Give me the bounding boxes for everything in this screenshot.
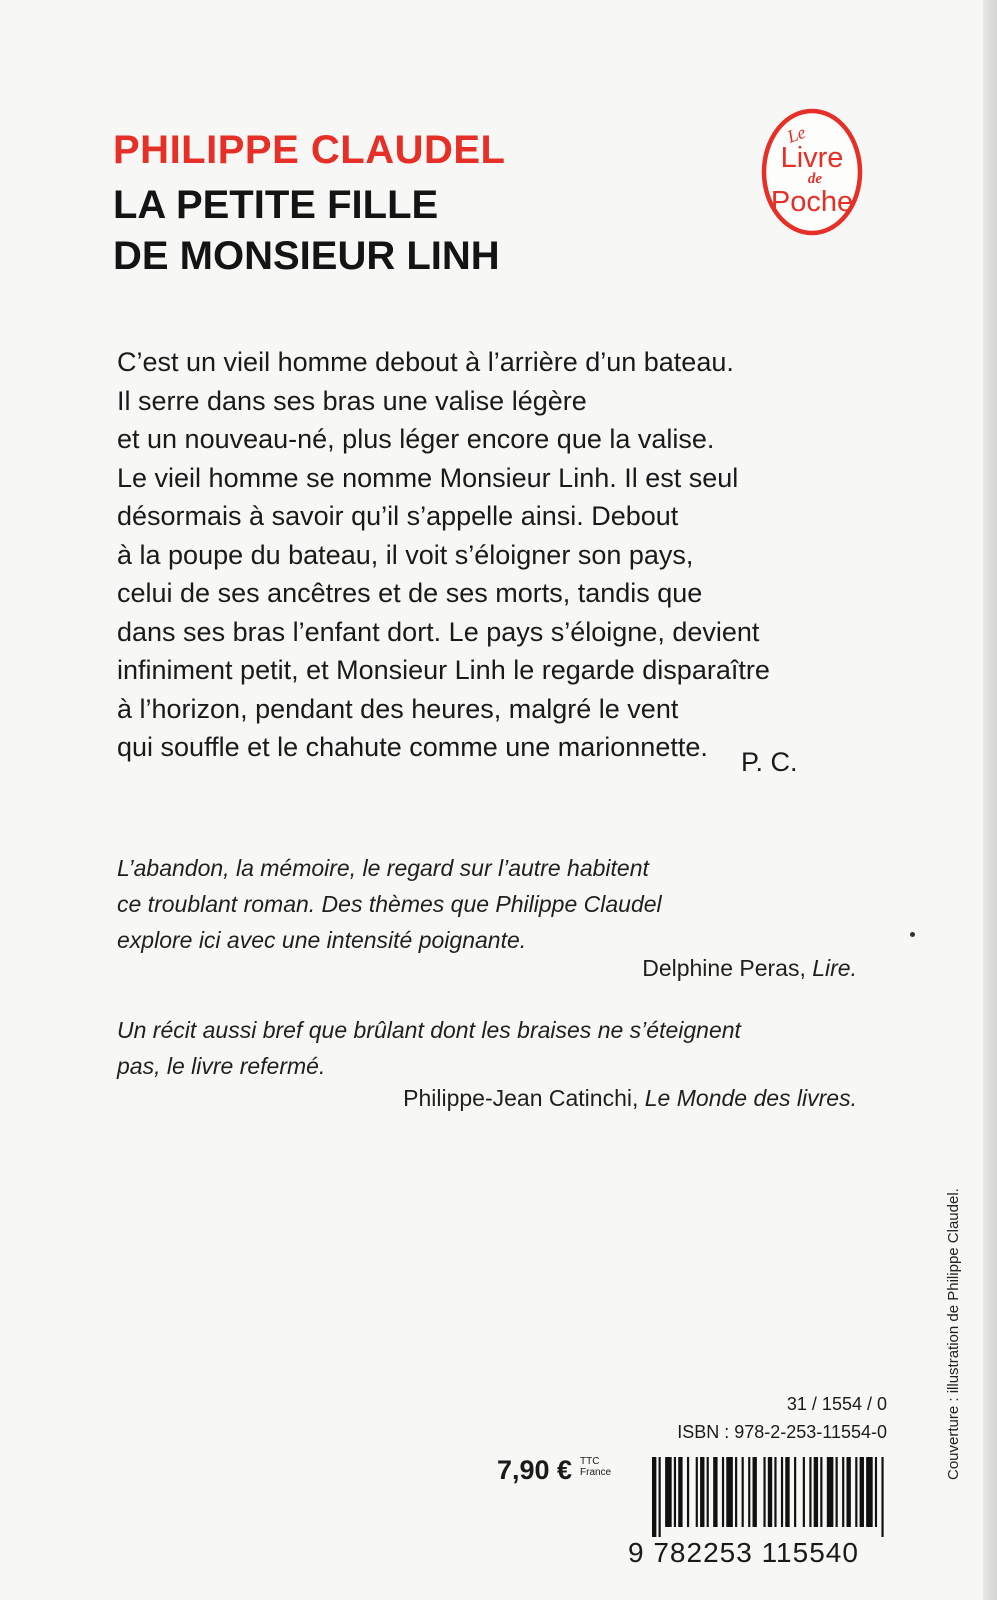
book-title (113, 180, 500, 282)
synopsis (117, 343, 837, 767)
barcode-digits: 9 782253 115540 (628, 1537, 859, 1568)
quote-line: explore ici avec une intensité poignante. (117, 927, 527, 953)
barcode-bar (707, 1457, 709, 1527)
barcode-bar (846, 1457, 850, 1527)
print-speck (910, 932, 915, 937)
review-quote-1 (117, 850, 877, 958)
barcode-bar (785, 1457, 789, 1527)
barcode-bar (866, 1457, 873, 1527)
synopsis-line: qui souffle et le chahute comme une marionnette. (117, 732, 708, 762)
barcode-bar (687, 1457, 689, 1527)
barcode-bar (809, 1457, 811, 1527)
review-author: Delphine Peras, (642, 955, 806, 981)
synopsis-line: à la poupe du bateau, il voit s’éloigner son pays, (117, 539, 694, 570)
barcode-bar (781, 1457, 783, 1527)
barcode-bar (768, 1457, 772, 1527)
author-name: PHILIPPE CLAUDEL (113, 128, 506, 172)
barcode-bar (722, 1457, 724, 1527)
barcode-bar (860, 1457, 864, 1527)
synopsis-line: et un nouveau-né, plus léger encore que la valise. (117, 424, 715, 454)
synopsis-line: Il serre dans ses bras une valise légère (117, 385, 587, 416)
synopsis-signature: P. C. (741, 747, 798, 777)
quote-line: L’abandon, la mémoire, le regard sur l’autre habitent (117, 855, 649, 881)
publisher-logo (760, 107, 864, 237)
price-note-ttc: TTC (580, 1456, 600, 1467)
barcode-bar (774, 1457, 776, 1527)
barcode-bar (696, 1457, 698, 1527)
barcode-bar (827, 1457, 834, 1527)
reference-code: 31 / 1554 / 0 (786, 1394, 887, 1414)
price-note (580, 1456, 611, 1478)
barcode-bar (659, 1457, 661, 1537)
synopsis-line: celui de ses ancêtres et de ses morts, tandis que (117, 578, 703, 608)
logo-text-de: de (807, 171, 823, 187)
quote-line: Un récit aussi bref que brûlant dont les braises ne s’éteignent (117, 1017, 741, 1043)
synopsis-line: désormais à savoir qu’il s’appelle ainsi. Debout (117, 501, 679, 531)
barcode-bar (735, 1457, 737, 1527)
barcode-bar (803, 1457, 805, 1527)
price-note-france: France (580, 1467, 612, 1478)
synopsis-line: dans ses bras l’enfant dort. Le pays s’éloigne, devient (117, 616, 760, 647)
barcode-bar (700, 1457, 704, 1527)
barcode-bar (652, 1457, 656, 1537)
barcode-bar (748, 1457, 750, 1527)
barcode-bar (726, 1457, 733, 1527)
review-source: Le Monde des livres. (644, 1085, 857, 1111)
synopsis-line: infiniment petit, et Monsieur Linh le regarde disparaître (117, 655, 770, 685)
barcode-bar (665, 1457, 672, 1527)
review-quote-2 (117, 1012, 877, 1084)
barcode-bar (855, 1457, 857, 1527)
review-attribution-2 (403, 1085, 857, 1112)
barcode-bar (753, 1457, 757, 1527)
title-line-1: LA PETITE FILLE (113, 183, 439, 227)
cover-edge (983, 0, 997, 1600)
barcode-bar (763, 1457, 765, 1527)
logo-text-livre: Livre (780, 142, 844, 174)
isbn: ISBN : 978-2-253-11554-0 (677, 1422, 887, 1442)
quote-line: pas, le livre refermé. (117, 1053, 326, 1079)
barcode-bar (674, 1457, 676, 1527)
barcode-bar (820, 1457, 822, 1527)
review-author: Philippe-Jean Catinchi, (403, 1085, 639, 1111)
barcode (652, 1457, 888, 1537)
barcode-bar (742, 1457, 744, 1527)
barcode-bar (713, 1457, 717, 1527)
synopsis-line: à l’horizon, pendant des heures, malgré le vent (117, 693, 679, 724)
review-attribution-1 (642, 955, 857, 982)
barcode-bar (814, 1457, 818, 1527)
barcode-bar (881, 1457, 883, 1537)
cover-credit: Couverture : illustration de Philippe Claudel. (945, 1188, 962, 1480)
quote-line: ce troublant roman. Des thèmes que Philippe Claudel (117, 891, 662, 917)
barcode-bar (842, 1457, 844, 1527)
logo-text-le: Le (784, 121, 809, 147)
barcode-bar (875, 1457, 877, 1527)
title-line-2: DE MONSIEUR LINH (113, 234, 500, 278)
barcode-bar (678, 1457, 682, 1527)
barcode-bar (794, 1457, 796, 1527)
synopsis-line: C’est un vieil homme debout à l’arrière d’un bateau. (117, 347, 734, 377)
barcode-bar (836, 1457, 838, 1527)
price: 7,90 € (497, 1455, 573, 1485)
logo-text-poche: Poche (770, 186, 854, 218)
synopsis-line: Le vieil homme se nomme Monsieur Linh. Il est seul (117, 462, 739, 493)
review-source: Lire. (812, 955, 857, 981)
